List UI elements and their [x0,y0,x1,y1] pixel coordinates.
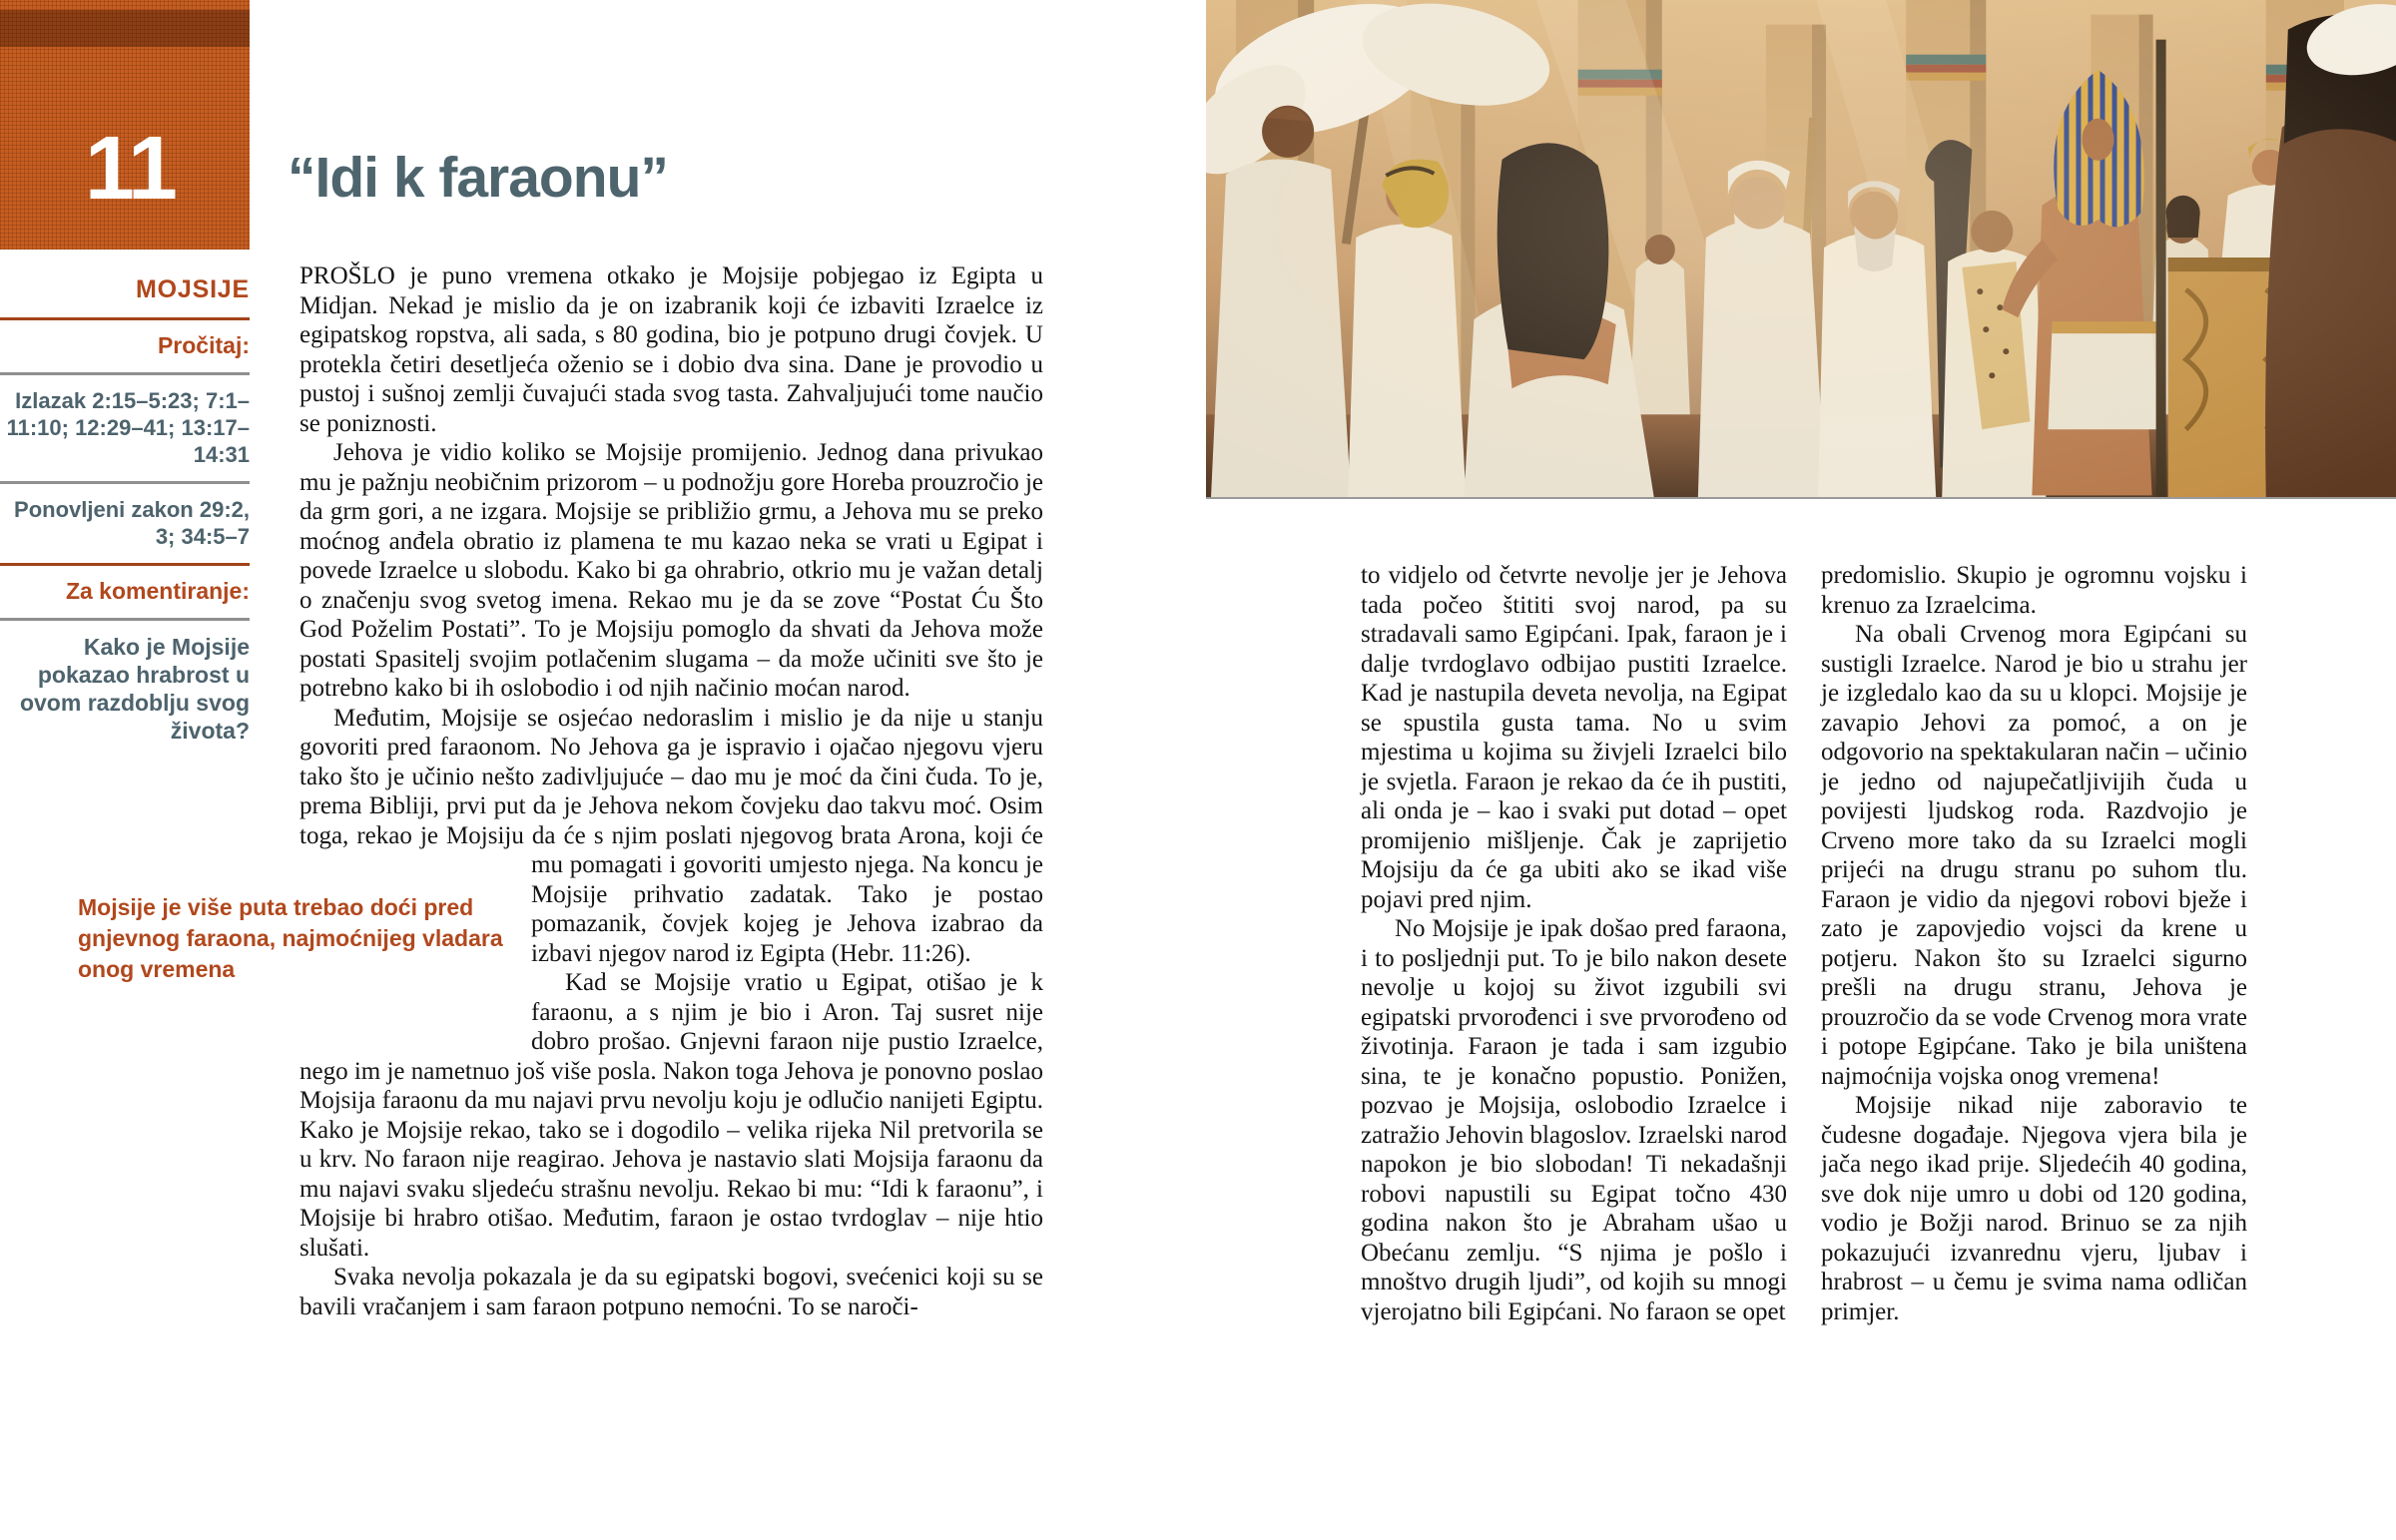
paragraph: Na obali Crvenog mora Egipćani su sustigli Izraelce. Narod je bio u strahu jer je izgledalo kao da su u klopci. Mojsije je zavapio Jehovi za pomoć, a on je odgovorio na spektakularan način – učinio je jedno od najupečatljivijih čuda u povijesti ljudskog roda. Razdvojio je Crveno more tako da su Izraelci mogli prijeći na drugu stranu po suhom tlu. Faraon je vidio da njegovi robovi bježe i zato je zapovjedio vojsci da krene u potjeru. Nakon što su Izraelci sigurno prešli na drugu stranu, Jehova je prouzročio da se vode Crvenog mora vrate i potope Egipćane. Tako je bila uništena najmoćnija vojska onog vremena! [1821,621,2247,1090]
reading-reference: Ponovljeni zakon 29:2, 3; 34:5–7 [14,497,250,549]
chapter-number: 11 [84,119,176,219]
paragraph: Svaka nevolja pokazala je da su egipatski bogovi, svećenici koji su se bavili vračanjem i sam faraon potpuno nemoćni. To se naroči- [300,1264,1043,1320]
divider [0,372,250,375]
paragraph: PROŠLO je puno vremena otkako je Mojsije pobjegao iz Egipta u Midjan. Nekad je mislio da je on izabranik koji će izbaviti Izraelce iz egipatskog ropstva, ali sada, s 80 godina, bio je potpuno drugi čovjek. U protekla četiri desetljeća oženio se i dobio dva sina. Dane je provodio u pustoj i sušnoj zemlji čuvajući stada svog tasta. Zahvaljujući tome naučio se poniznosti. [300,262,1043,437]
divider [0,481,250,484]
chapter-block-dark-band [0,10,250,47]
divider [0,618,250,621]
moses-before-pharaoh-illustration [1206,0,2396,499]
chapter-title: “Idi k faraonu” [288,146,668,210]
text-column-middle [1361,561,1787,1326]
comment-label: Za komentiranje: [65,578,250,604]
warm-light-overlay [1206,0,2396,497]
text-column-right [1821,561,2247,1326]
reading-reference: Izlazak 2:15–5:23; 7:1–11:10; 12:29–41; 13:17–14:31 [6,388,250,467]
paragraph [78,704,1043,982]
paragraph-text: koncu je Mojsije prihvatio zadatak. Tako je postao pomazanik, čovjek kojeg je Jehova izabrao da izbavi njegov narod iz Egipta (Hebr. 11:26). [531,851,1043,967]
comment-question: Kako je Mojsije pokazao hrabrost u ovom razdoblju svog života? [19,634,250,744]
paragraph: predomislio. Skupio je ogromnu vojsku i krenuo za Izraelcima. [1821,562,2247,619]
sidebar [0,0,250,745]
text-columns [1361,561,2247,1326]
chapter-number-block [0,0,250,250]
right-page [1198,0,2396,1540]
read-label: Pročitaj: [157,332,250,358]
pull-quote: Mojsije je više puta trebao doći pred gnjevnog faraona, najmoćnijeg vladara onog vremena [78,894,503,982]
divider [0,317,250,320]
paragraph-text: Međutim, Mojsije se osjećao nedoraslim i mislio je da nije u stanju govoriti pred faraonom. No Jehova ga je ispravio i ojačao njegovu vjeru tako što je učinio nešto zadivljujuće – dao mu je moć da čini čuda. To je, prema Bibliji, prvi put da je Jehova nekom čovjeku dao takvu moć. Osim toga, rekao je Mojsiju da će s njim poslati njegovog brata Arona, koji će mu pomagati i govoriti umjesto njega. Na [300,704,1043,878]
illustration-canvas [1206,0,2396,497]
paragraph: Mojsije nikad nije zaboravio te čudesne događaje. Njegova vjera bila je jača nego ikad prije. Sljedećih 40 godina, sve dok nije umro u dobi od 120 godina, vodio je Božji narod. Brinuo se za njih pokazujući izvanrednu vjeru, ljubav i hrabrost – u čemu je svima nama odličan primjer. [1821,1092,2247,1325]
paragraph: No Mojsije je ipak došao pred faraona, i to posljednji put. To je bilo nakon desete nevolje u kojoj su život izgubili svi egipatski prvorođenci i sve prvorođeno od životinja. Faraon je tada i sam izgubio sina, te je konačno popustio. Ponižen, pozvao je Mojsija, oslobodio Izraelce i zatražio Jehovin blagoslov. Izraelski narod napokon je bio slobodan! Ti nekadašnji robovi napustili su Egipat točno 430 godina nakon što je Abraham ušao u Obećanu zemlju. “S njima je pošlo i mnoštvo drugih ljudi”, od kojih su mnogi vjerojatno bili Egipćani. No faraon se opet [1361,915,1787,1325]
paragraph: Kad se Mojsije vratio u Egipat, otišao je k faraonu, a s njim je bio i Aron. Taj susret nije dobro prošao. Gnjevni faraon nije pustio Izraelce, nego im je nametnuo još više posla. Nakon toga Jehova je ponovno poslao Mojsija faraonu da mu najavi prvu nevolju koju je odlučio nanijeti Egiptu. Kako je Mojsije rekao, tako se i dogodilo – velika rijeka Nil pretvorila se u krv. No faraon nije reagirao. Jehova je nastavio slati Mojsija faraonu da mu najavi svaku sljedeću strašnu nevolju. Rekao bi mu: “Idi k faraonu”, i Mojsije bi hrabro otišao. Međutim, faraon je ostao tvrdoglav – nije htio slušati. [300,969,1044,1262]
category-label: MOJSIJE [136,275,250,303]
paragraph: to vidjelo od četvrte nevolje jer je Jehova tada počeo štititi svoj narod, pa su stradavali samo Egipćani. Ipak, faraon je i dalje tvrdoglavo odbijao pustiti Izraelce. Kad je nastupila deveta nevolja, na Egipat se spustila gusta tama. No u svim mjestima u kojima su živjeli Izraelci bilo je svjetla. Faraon je rekao da će ih pustiti, ali onda je – kao i svaki put dotad – opet promijenio mišljenje. Čak je zaprijetio Mojsiju da će ga ubiti ako se ikad više pojavi pred njim. [1361,562,1787,913]
paragraph: Jehova je vidio koliko se Mojsije promijenio. Jednog dana privukao mu je pažnju neobičnim prizorom – u podnožju gore Horeba prouzročio je da grm gori, a ne izgara. Mojsije se približio grmu, a Jehova mu se preko moćnog anđela obratio iz plamena te mu kazao neka se vrati u Egipat i povede Izraelce u slobodu. Kako bi ga ohrabrio, otkrio mu je važan detalj o značenju svog svetog imena. Rekao mu je da se zove “Postat Ću Što God Poželim Postati”. To je Mojsiju pomoglo da shvati da Jehova može postati Spasitelj svojim potlačenim slugama – da može učiniti sve što je potrebno kako bi ih oslobodio i od njih načinio moćan narod. [300,439,1043,702]
divider [0,563,250,566]
